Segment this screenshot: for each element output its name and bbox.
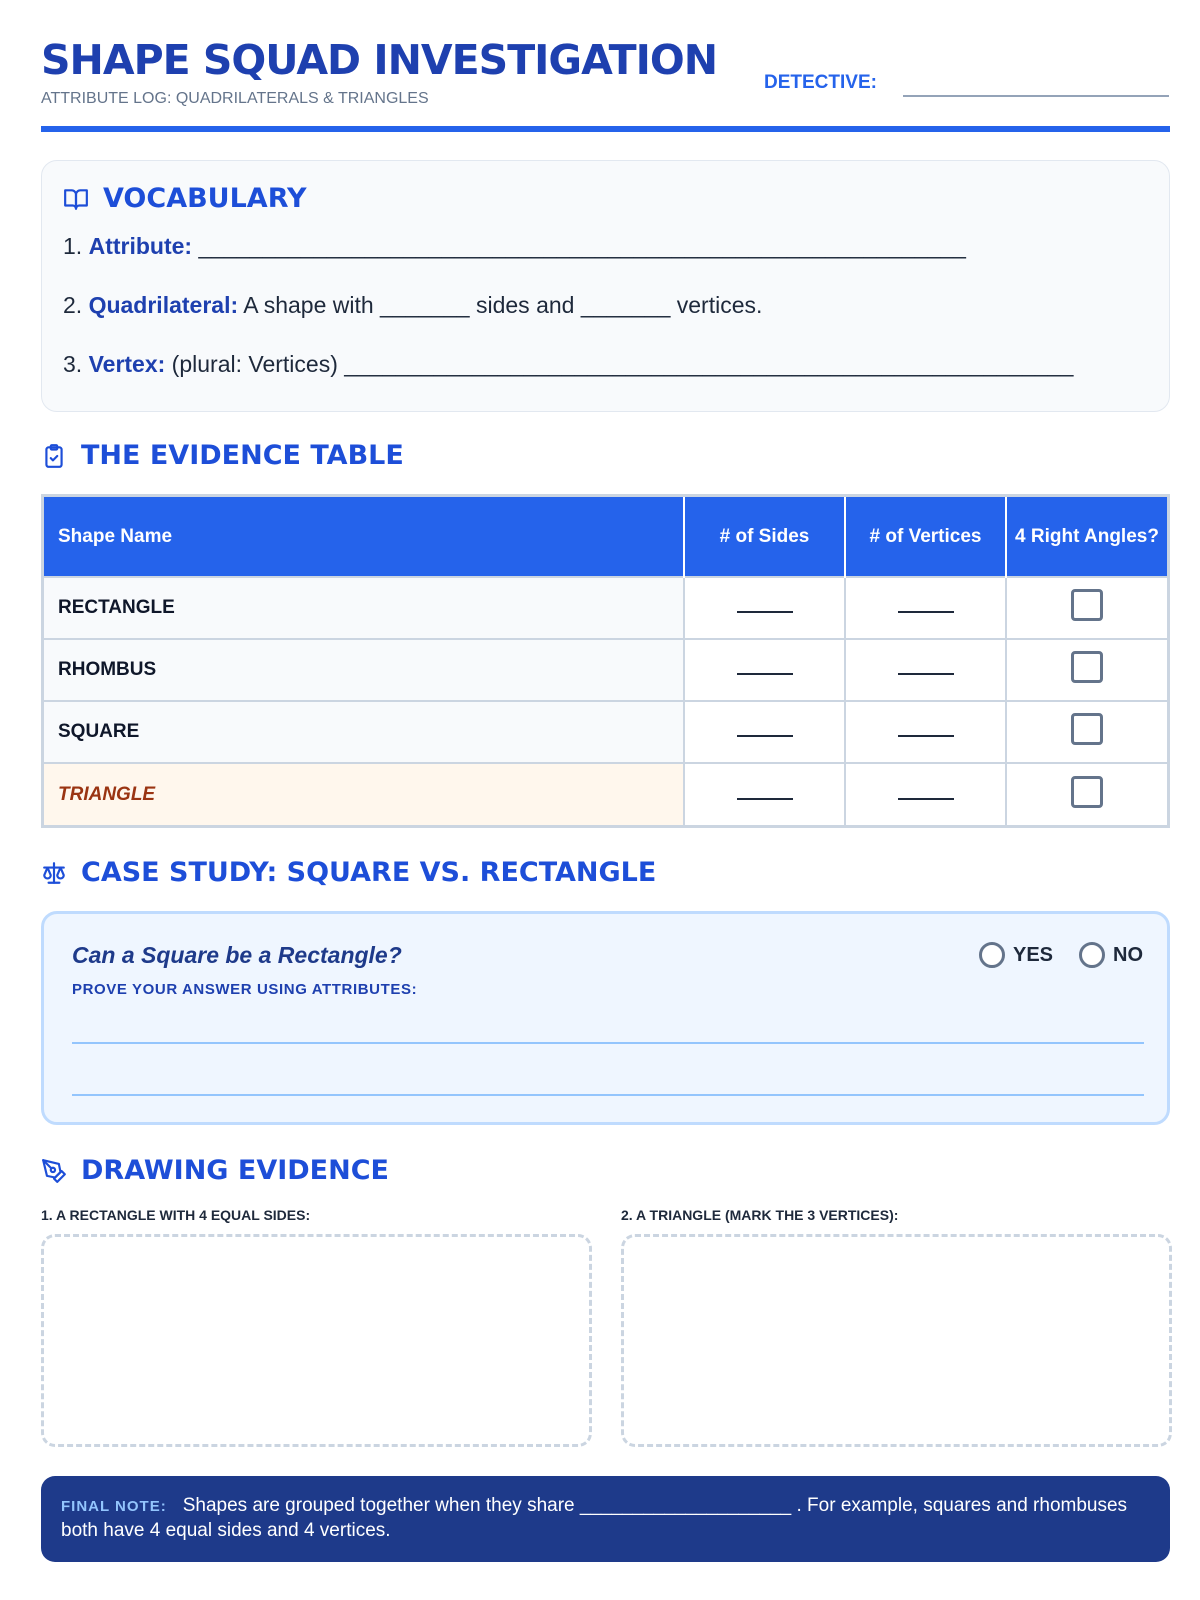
- vocab-item-vertex[interactable]: [63, 351, 1073, 378]
- drawing-box-1-label: 1. A RECTANGLE WITH 4 EQUAL SIDES:: [41, 1207, 311, 1223]
- radio-no-label: NO: [1113, 943, 1143, 966]
- drawing-box-triangle[interactable]: [621, 1234, 1172, 1447]
- evidence-table-title: [41, 440, 404, 471]
- column-header-vertices: # of Vertices: [845, 497, 1006, 577]
- pen-tool-icon: [41, 1158, 67, 1184]
- right-angles-checkbox[interactable]: [1071, 713, 1103, 745]
- vertices-blank[interactable]: [898, 611, 954, 613]
- right-angles-checkbox[interactable]: [1071, 589, 1103, 621]
- vocab-definition: (plural: Vertices) _________________________________________________________: [165, 351, 1074, 377]
- right-angles-cell[interactable]: [1006, 701, 1167, 763]
- evidence-table-title-text: THE EVIDENCE TABLE: [81, 440, 404, 471]
- vocab-term: Quadrilateral:: [88, 292, 239, 318]
- vertices-cell[interactable]: [845, 763, 1006, 825]
- detective-label: DETECTIVE:: [764, 72, 877, 93]
- vocab-number: 1.: [63, 233, 83, 259]
- final-note-text: Shapes are grouped together when they share ____________________ . For example, squares and rhombuses both have 4 equal sides and 4 vertices.: [61, 1495, 1128, 1541]
- sides-blank[interactable]: [737, 611, 793, 613]
- book-icon: [63, 186, 89, 212]
- clipboard-check-icon: [41, 443, 67, 469]
- radio-yes-label: YES: [1013, 943, 1054, 966]
- radio-no[interactable]: [1079, 942, 1143, 968]
- vocabulary-section: [41, 160, 1170, 412]
- table-row: [44, 701, 1167, 763]
- vocabulary-title: [63, 183, 307, 214]
- scale-icon: [41, 860, 67, 886]
- table-row: [44, 639, 1167, 701]
- right-angles-cell[interactable]: [1006, 577, 1167, 639]
- vertices-cell[interactable]: [845, 701, 1006, 763]
- vocab-term: Attribute:: [88, 233, 193, 259]
- right-angles-cell[interactable]: [1006, 639, 1167, 701]
- shape-name-cell: RECTANGLE: [44, 577, 684, 639]
- case-study-box: [41, 911, 1170, 1125]
- vocab-definition: A shape with _______ sides and _______ vertices.: [238, 292, 763, 318]
- right-angles-cell[interactable]: [1006, 763, 1167, 825]
- shape-name-cell: SQUARE: [44, 701, 684, 763]
- sides-cell[interactable]: [684, 577, 845, 639]
- sides-blank[interactable]: [737, 798, 793, 800]
- drawing-evidence-title: [41, 1155, 389, 1186]
- sides-cell[interactable]: [684, 639, 845, 701]
- final-note-label: FINAL NOTE:: [61, 1498, 167, 1515]
- page-subtitle: ATTRIBUTE LOG: QUADRILATERALS & TRIANGLES: [41, 90, 429, 107]
- answer-line[interactable]: [72, 1094, 1144, 1096]
- page-title: SHAPE SQUAD INVESTIGATION: [41, 36, 718, 84]
- vocab-number: 2.: [63, 292, 83, 318]
- sides-cell[interactable]: [684, 701, 845, 763]
- shape-name-cell: RHOMBUS: [44, 639, 684, 701]
- right-angles-checkbox[interactable]: [1071, 651, 1103, 683]
- answer-line[interactable]: [72, 1042, 1144, 1044]
- vocab-item-quadrilateral[interactable]: [63, 292, 762, 319]
- table-row: [44, 763, 1167, 825]
- vocab-item-attribute[interactable]: [63, 233, 966, 260]
- radio-yes[interactable]: [979, 942, 1053, 968]
- right-angles-checkbox[interactable]: [1071, 776, 1103, 808]
- radio-circle-icon[interactable]: [1079, 942, 1105, 968]
- drawing-box-rectangle[interactable]: [41, 1234, 592, 1447]
- detective-name-line[interactable]: [903, 95, 1169, 97]
- table-row: [44, 577, 1167, 639]
- column-header-shape-name: Shape Name: [44, 497, 684, 577]
- vertices-blank[interactable]: [898, 673, 954, 675]
- column-header-right-angles: 4 Right Angles?: [1006, 497, 1167, 577]
- prove-label: PROVE YOUR ANSWER USING ATTRIBUTES:: [72, 981, 418, 998]
- vocab-term: Vertex:: [88, 351, 166, 377]
- case-study-title: [41, 857, 656, 888]
- worksheet-header: [41, 36, 1170, 132]
- drawing-evidence-title-text: DRAWING EVIDENCE: [81, 1155, 389, 1186]
- sides-cell[interactable]: [684, 763, 845, 825]
- vertices-cell[interactable]: [845, 577, 1006, 639]
- vocab-definition: ____________________________________________________________: [192, 233, 966, 259]
- case-study-title-text: CASE STUDY: SQUARE VS. RECTANGLE: [81, 857, 657, 888]
- sides-blank[interactable]: [737, 673, 793, 675]
- case-question: Can a Square be a Rectangle?: [72, 942, 402, 968]
- vertices-blank[interactable]: [898, 735, 954, 737]
- vertices-blank[interactable]: [898, 798, 954, 800]
- vertices-cell[interactable]: [845, 639, 1006, 701]
- evidence-table: [41, 494, 1170, 828]
- drawing-box-2-label: 2. A TRIANGLE (MARK THE 3 VERTICES):: [621, 1207, 899, 1223]
- sides-blank[interactable]: [737, 735, 793, 737]
- vocab-number: 3.: [63, 351, 83, 377]
- vocabulary-title-text: VOCABULARY: [103, 183, 307, 214]
- final-note: [41, 1476, 1170, 1562]
- shape-name-cell: TRIANGLE: [44, 763, 684, 825]
- column-header-sides: # of Sides: [684, 497, 845, 577]
- radio-circle-icon[interactable]: [979, 942, 1005, 968]
